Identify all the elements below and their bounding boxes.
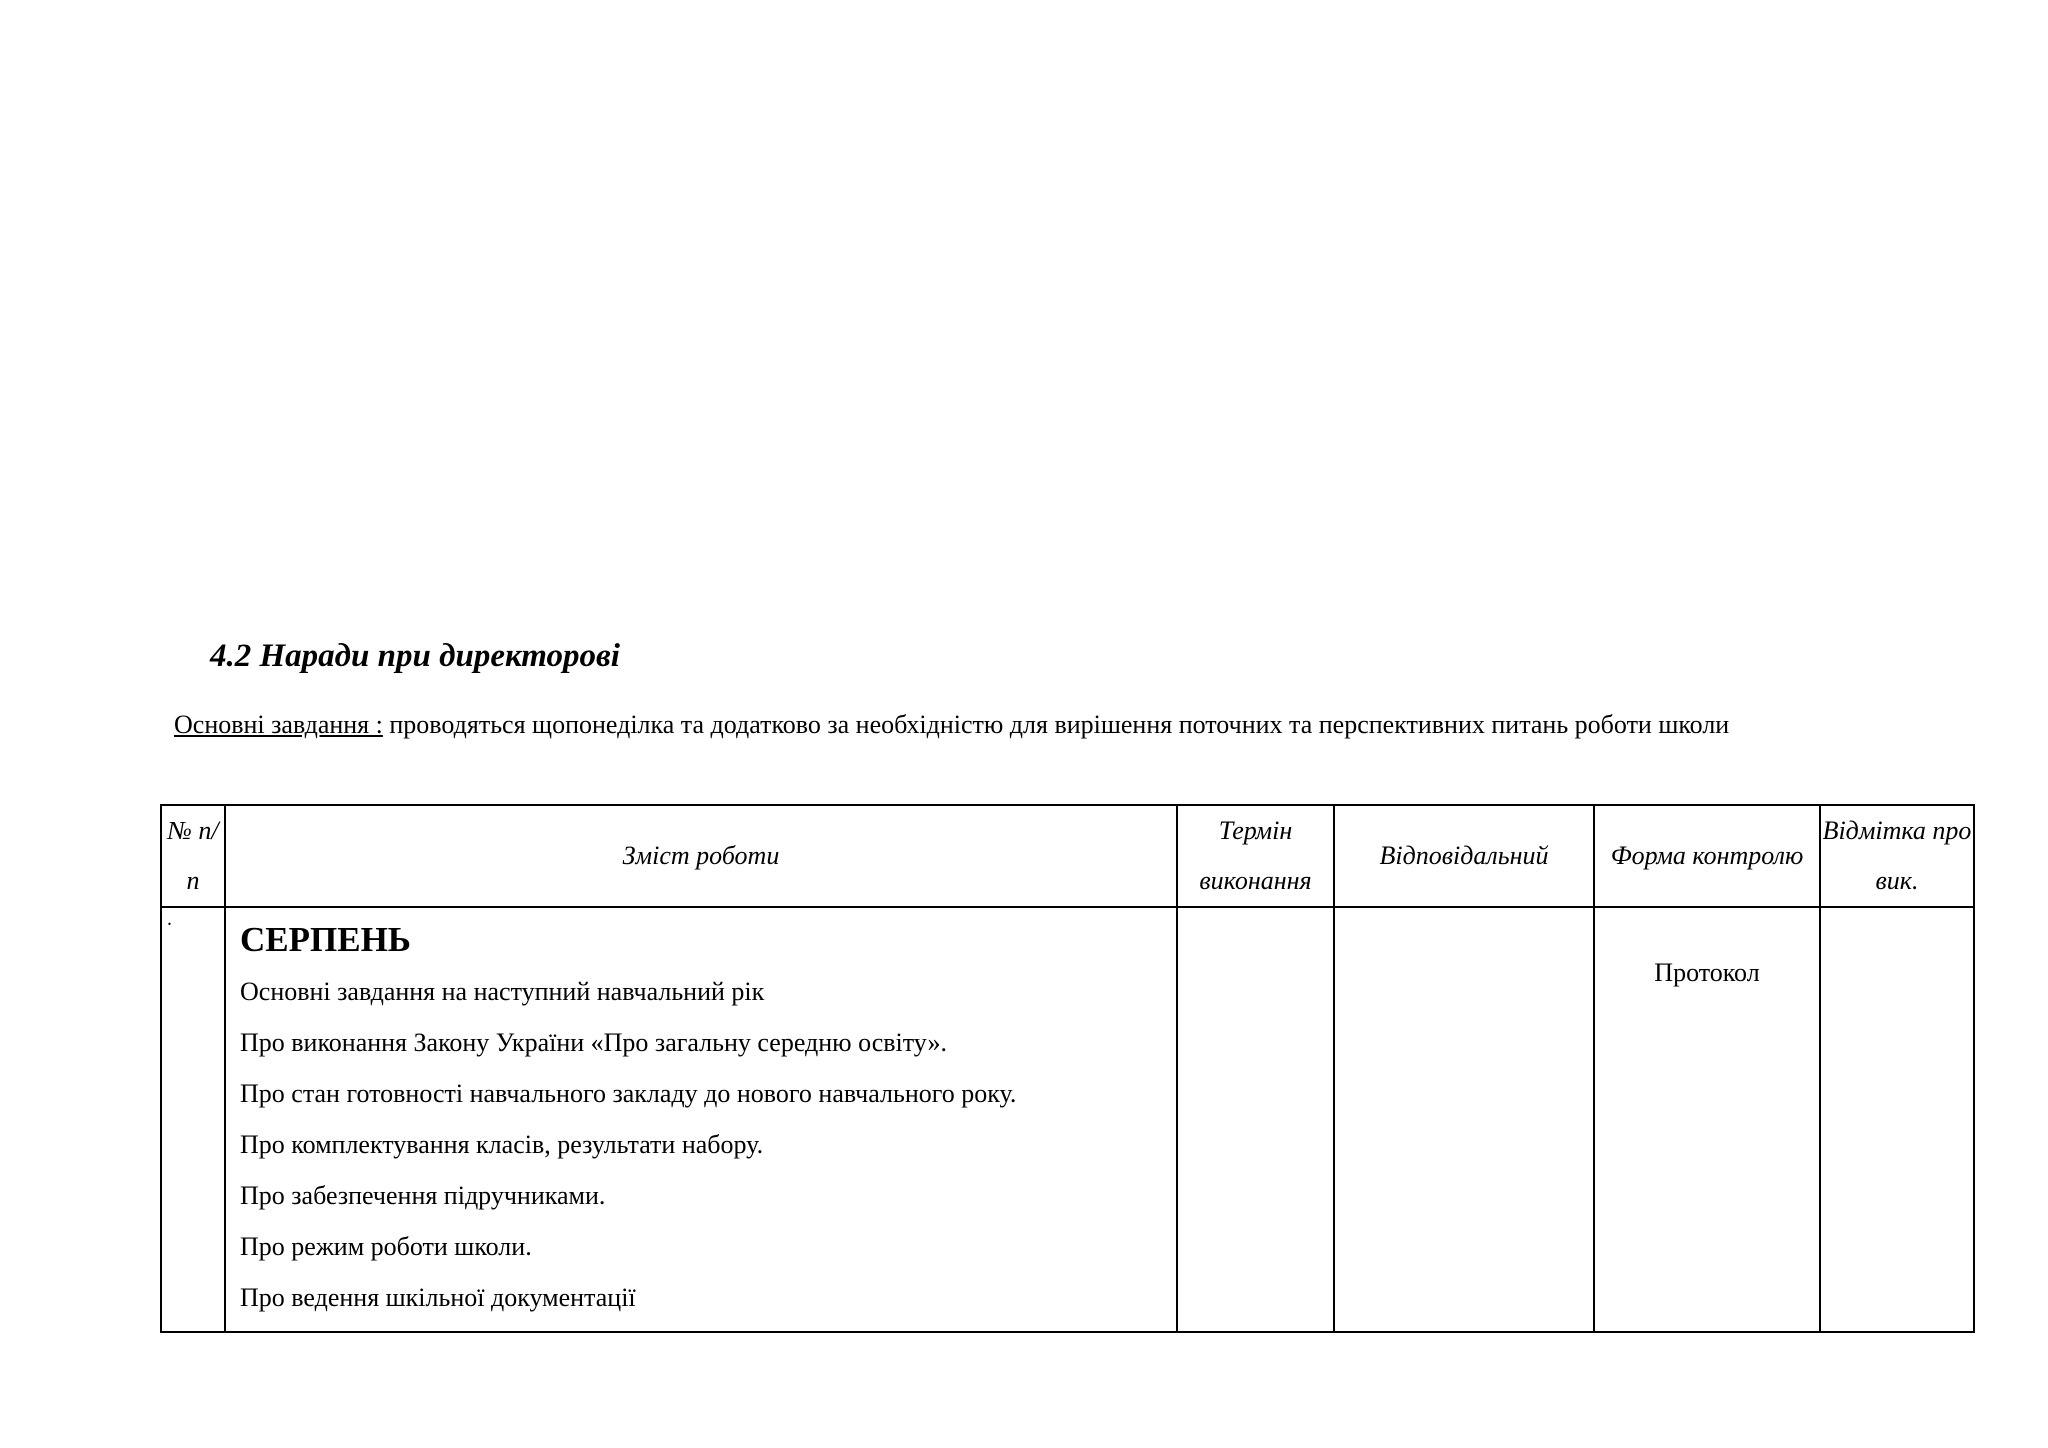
row-content [225,907,1177,1332]
intro-label: Основні завдання : [174,710,383,739]
agenda-item: Про ведення шкільної документації [240,1283,636,1312]
row-mark [1820,907,1974,1332]
agenda-item: Про режим роботи школи. [240,1232,532,1261]
header-deadline: Термін виконання [1177,805,1334,907]
month-title: СЕРПЕНЬ [240,920,411,959]
table-header-row [161,805,1974,907]
row-control-form: Протокол [1594,907,1820,1332]
header-responsible: Відповідальний [1334,805,1594,907]
header-control-form: Форма контролю [1594,805,1820,907]
header-number: № п/п [161,805,225,907]
agenda-item: Про виконання Закону України «Про загальну середню освіту». [240,1028,947,1057]
row-number: . [161,907,225,1332]
meetings-table [160,804,1975,1333]
header-mark: Відмітка про вик. [1820,805,1974,907]
table-row [161,907,1974,1332]
row-deadline [1177,907,1334,1332]
section-title: 4.2 Наради при директорові [210,638,620,674]
agenda-item: Основні завдання на наступний навчальний рік [240,977,765,1006]
intro-text: проводяться щопонеділка та додатково за необхідністю для вирішення поточних та перспективних питань роботи школи [382,710,1730,739]
agenda-item: Про стан готовності навчального закладу до нового навчального року. [240,1079,1017,1108]
agenda-item: Про комплектування класів, результати набору. [240,1130,764,1159]
agenda-item: Про забезпечення підручниками. [240,1181,606,1210]
header-content: Зміст роботи [225,805,1177,907]
row-responsible [1334,907,1594,1332]
section-intro [174,700,1918,750]
